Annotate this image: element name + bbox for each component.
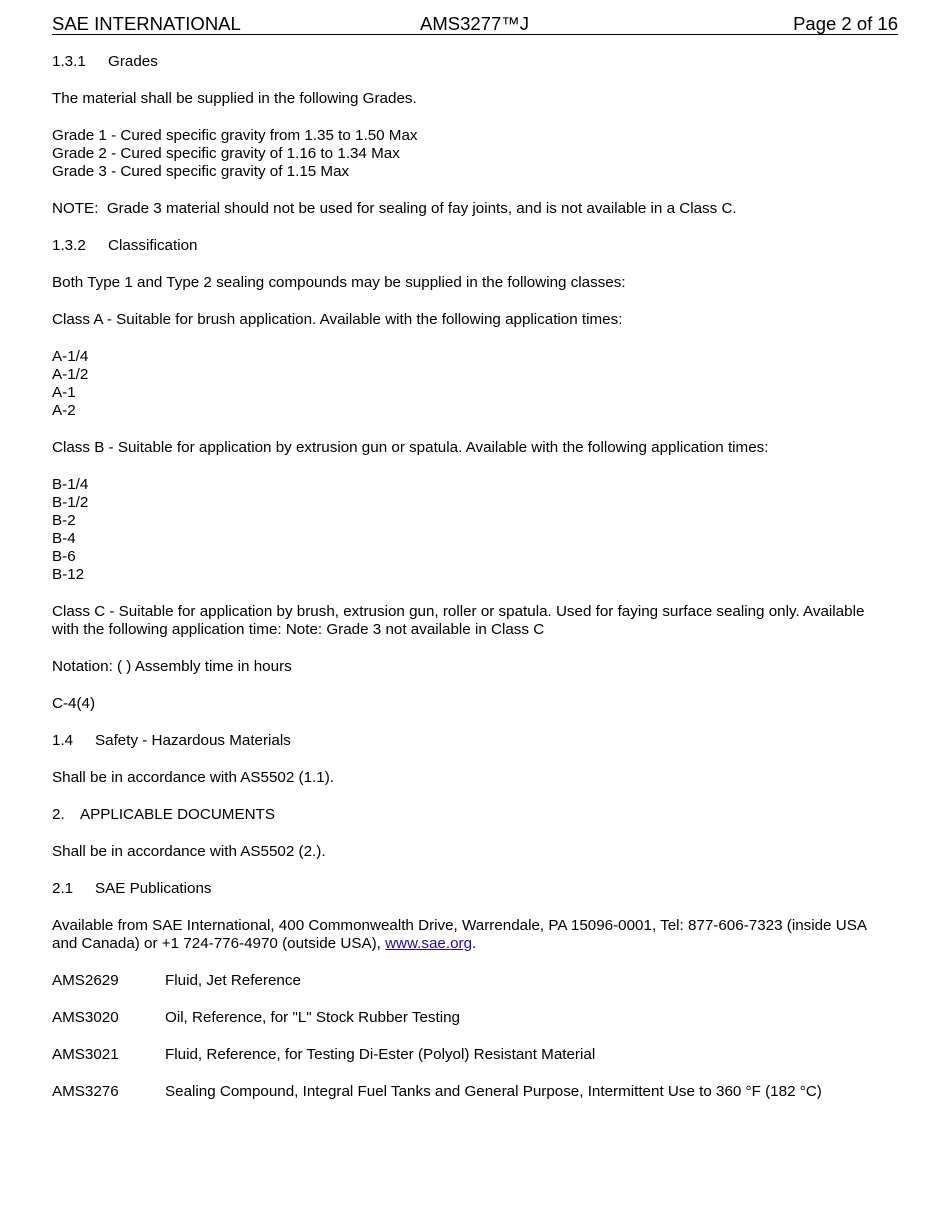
class-a-item: A-1	[52, 384, 76, 401]
page-header	[52, 13, 898, 35]
reference-code: AMS3021	[52, 1046, 119, 1063]
section-number: 1.4	[52, 732, 74, 749]
reference-code: AMS2629	[52, 972, 119, 989]
section-2-1-heading	[52, 880, 900, 898]
grade-item: Grade 1 - Cured specific gravity from 1.35 to 1.50 Max	[52, 127, 418, 144]
section-title: Classification	[108, 237, 198, 254]
reference-title: Oil, Reference, for "L" Stock Rubber Testing	[165, 1009, 460, 1026]
class-b-item: B-1/2	[52, 494, 89, 511]
classification-intro: Both Type 1 and Type 2 sealing compounds may be supplied in the following classes:	[52, 274, 626, 291]
class-c-description-line-1: Class C - Suitable for application by brush, extrusion gun, roller or spatula. Used for faying surface sealing only. Available	[52, 603, 865, 620]
section-2-1-text-post: .	[472, 935, 477, 952]
class-b-description: Class B - Suitable for application by extrusion gun or spatula. Available with the following application times:	[52, 439, 769, 456]
class-b-item: B-6	[52, 548, 76, 565]
class-c-notation: Notation: ( ) Assembly time in hours	[52, 658, 292, 675]
section-1-4-text: Shall be in accordance with AS5502 (1.1).	[52, 769, 334, 786]
sae-website-link[interactable]: www.sae.org	[385, 935, 473, 952]
header-page-number: Page 2 of 16	[793, 13, 898, 34]
section-number: 1.3.1	[52, 53, 86, 70]
header-organization: SAE INTERNATIONAL	[52, 13, 241, 34]
header-document-number: AMS3277™J	[420, 13, 529, 34]
class-b-item: B-1/4	[52, 476, 89, 493]
section-number: 2.1	[52, 880, 74, 897]
class-c-item: C-4(4)	[52, 695, 96, 712]
section-title: Safety - Hazardous Materials	[95, 732, 291, 749]
grade-item: Grade 2 - Cured specific gravity of 1.16 to 1.34 Max	[52, 145, 400, 162]
reference-title: Fluid, Jet Reference	[165, 972, 301, 989]
grades-intro: The material shall be supplied in the following Grades.	[52, 90, 417, 107]
reference-code: AMS3276	[52, 1083, 119, 1100]
class-a-item: A-1/4	[52, 348, 89, 365]
class-b-item: B-4	[52, 530, 76, 547]
class-b-item: B-2	[52, 512, 76, 529]
reference-code: AMS3020	[52, 1009, 119, 1026]
section-2-1-text-line-1: Available from SAE International, 400 Commonwealth Drive, Warrendale, PA 15096-0001, Tel: 877-606-7323 (inside USA	[52, 917, 867, 934]
section-2-1-text-pre: and Canada) or +1 724-776-4970 (outside USA),	[52, 935, 386, 952]
class-a-item: A-1/2	[52, 366, 89, 383]
reference-entry	[52, 1046, 900, 1064]
reference-entry	[52, 972, 900, 990]
reference-title: Sealing Compound, Integral Fuel Tanks and General Purpose, Intermittent Use to 360 °F (182 °C)	[165, 1083, 822, 1100]
document-body	[52, 53, 900, 1101]
reference-title: Fluid, Reference, for Testing Di-Ester (Polyol) Resistant Material	[165, 1046, 596, 1063]
section-title: APPLICABLE DOCUMENTS	[80, 806, 275, 823]
section-1-4-heading	[52, 732, 900, 750]
class-c-description-line-2: with the following application time: Note: Grade 3 not available in Class C	[52, 621, 545, 638]
section-number: 2.	[52, 806, 65, 823]
section-2-heading	[52, 806, 900, 824]
class-a-description: Class A - Suitable for brush application. Available with the following application times:	[52, 311, 623, 328]
section-2-text: Shall be in accordance with AS5502 (2.).	[52, 843, 326, 860]
section-title: Grades	[108, 53, 158, 70]
section-title: SAE Publications	[95, 880, 212, 897]
section-number: 1.3.2	[52, 237, 86, 254]
section-1-3-2-heading	[52, 237, 900, 255]
reference-entry	[52, 1009, 900, 1027]
section-1-3-1-heading	[52, 53, 900, 71]
grades-note: NOTE: Grade 3 material should not be used for sealing of fay joints, and is not available in a Class C.	[52, 200, 737, 217]
reference-entry	[52, 1083, 900, 1101]
section-2-1-text-line-2	[52, 935, 900, 953]
grade-item: Grade 3 - Cured specific gravity of 1.15 Max	[52, 163, 350, 180]
class-b-item: B-12	[52, 566, 85, 583]
class-a-item: A-2	[52, 402, 76, 419]
